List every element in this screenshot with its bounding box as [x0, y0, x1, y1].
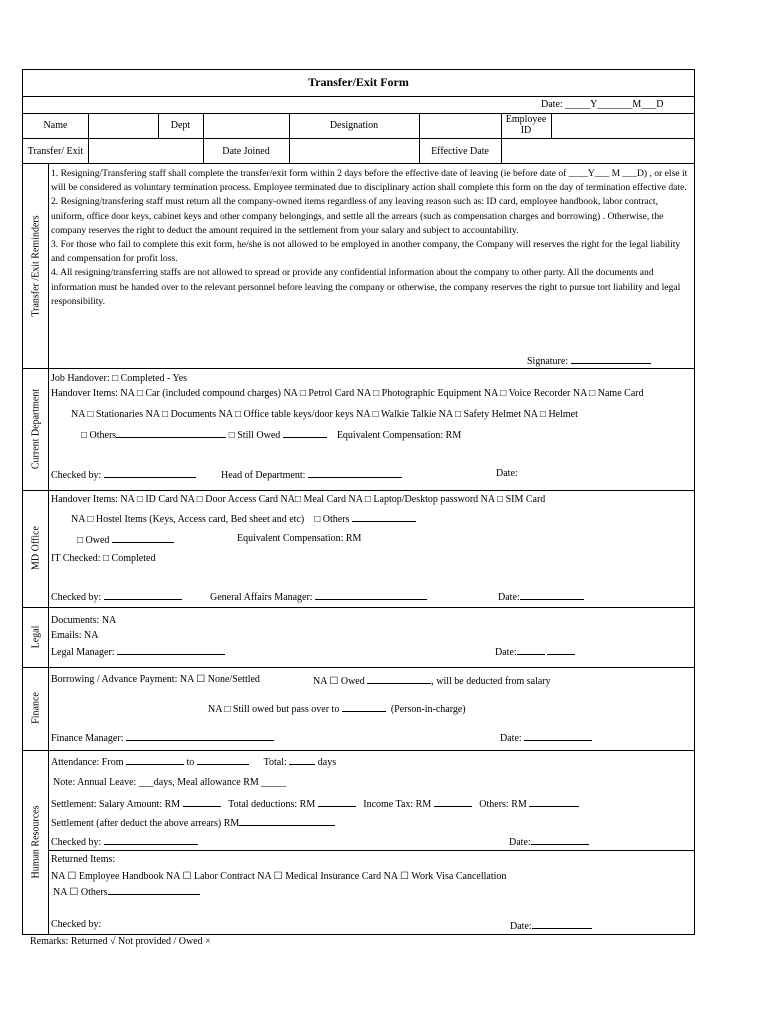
it-checked[interactable]: IT Checked: □ Completed	[51, 553, 156, 564]
attendance-to-field[interactable]	[197, 755, 249, 765]
designation-label: Designation	[329, 120, 379, 131]
finance-owed-row: NA ☐ Owed , will be deducted from salary	[313, 676, 551, 687]
others-rm-field[interactable]	[529, 797, 579, 807]
md-handover-items[interactable]: Handover Items: NA □ ID Card NA □ Door Access Card NA□ Meal Card NA □ Laptop/Desktop password NA □ SIM Card	[51, 494, 546, 505]
md-date: Date:	[498, 590, 584, 604]
income-tax-field[interactable]	[434, 797, 472, 807]
effective-date-label: Effective Date	[431, 146, 489, 157]
reminder-3: 3. For those who fail to complete this exit form, he/she is not allowed to be employed in another company, the Company will reserves the right for the legal liability and compensation for profit loss.	[51, 239, 681, 265]
md-owed-field[interactable]	[112, 533, 174, 543]
remarks: Remarks: Returned √ Not provided / Owed ×	[30, 936, 211, 947]
ga-manager: General Affairs Manager:	[210, 590, 427, 604]
settlement-row: Settlement: Salary Amount: RM Total deductions: RM Income Tax: RM Others: RM	[51, 797, 579, 811]
legal-date-field[interactable]	[547, 645, 575, 655]
dept-label: Dept	[170, 120, 191, 131]
current-dept-owed-row: □ Others □ Still Owed Equivalent Compensation: RM	[81, 430, 462, 441]
returned-others-field[interactable]	[108, 885, 200, 895]
reminder-4: 4. All resigning/transferring staffs are not allowed to spread or provide any confidential information about the company to other party. All the documents and information must be handed over to the relevant personnel before leaving the company or otherwise, the company reserves the right to pursue tort liability and legal responsibility.	[51, 267, 681, 307]
date-joined-field[interactable]	[290, 139, 419, 163]
handover-items-clip	[49, 385, 694, 407]
reminders-text	[51, 167, 691, 309]
handover-items: Handover Items: NA □ Car (included compound charges) NA □ Petrol Card NA □ Photographic Equipment NA □ Voice Recorder NA □ Name Card	[51, 388, 644, 399]
head-of-dept-field[interactable]	[308, 468, 402, 478]
date-line: Date: _____Y_______M___D	[541, 99, 664, 110]
form-title: Transfer/Exit Form	[308, 75, 409, 89]
attendance-from-field[interactable]	[126, 755, 184, 765]
settlement-after-field[interactable]	[239, 816, 335, 826]
legal-emails: Emails: NA	[51, 630, 99, 641]
name-field[interactable]	[89, 114, 158, 138]
transfer-exit-field[interactable]	[89, 139, 203, 163]
finance-still-owed-row: NA □ Still owed but pass over to (Person-in-charge)	[208, 704, 466, 715]
employee-id-label: Employee ID	[505, 114, 547, 136]
annual-leave-note: Note: Annual Leave: ___days, Meal allowance RM _____	[53, 777, 287, 788]
salary-amount-field[interactable]	[183, 797, 221, 807]
total-deductions-field[interactable]	[318, 797, 356, 807]
date-joined-label: Date Joined	[222, 146, 270, 157]
legal-date: Date:	[495, 645, 575, 659]
md-owed: □ Owed	[77, 533, 174, 547]
returned-others: NA ☐ Others	[53, 885, 200, 899]
others-field[interactable]	[116, 428, 226, 438]
borrowing[interactable]: Borrowing / Advance Payment: NA ☐ None/Settled	[51, 674, 260, 685]
finance-manager: Finance Manager:	[51, 731, 274, 745]
hr-date-field[interactable]	[531, 835, 589, 845]
attendance-row: Attendance: From to Total: days	[51, 757, 337, 768]
hr-section-label: Human Resources	[30, 805, 42, 879]
returned-items-label: Returned Items:	[51, 854, 116, 865]
name-label: Name	[43, 120, 68, 131]
signature-label: Signature:	[527, 354, 651, 368]
reminders-section-label: Transfer /Exit Reminders	[30, 215, 42, 317]
finance-owed-field[interactable]	[367, 674, 431, 684]
returned-items-line[interactable]: NA ☐ Employee Handbook NA ☐ Labor Contract NA ☐ Medical Insurance Card NA ☐ Work Visa Cancellation	[51, 871, 507, 882]
dept-field[interactable]	[204, 114, 289, 138]
ga-manager-field[interactable]	[315, 590, 427, 600]
still-owed-field[interactable]	[283, 428, 327, 438]
reminder-1: 1. Resigning/Transfering staff shall complete the transfer/exit form within 2 days before the effective date of leaving (ie before date of ____Y___ M ___D) , or else it will be considered as voluntary termination process. Employee terminated due to disciplinary action shall complete this form on the day of termination effective date.	[51, 168, 688, 194]
md-checked-by-field[interactable]	[104, 590, 182, 600]
legal-documents: Documents: NA	[51, 615, 117, 626]
md-checked-by: Checked by:	[51, 590, 182, 604]
hr-date: Date:	[509, 835, 589, 849]
md-date-field[interactable]	[520, 590, 584, 600]
reminder-2: 2. Resigning/transfering staff must return all the company-owned items regardless of any leaving reason such as: ID card, employee handbook, labor contract, uniform, office door keys, cabinet keys and other company belongings, and settle all the arrears (such as compensation charges and borrowing) . Otherwise, the company reserves the right to deduct the amount required in the settlement from your salary and subject to accountability.	[51, 196, 664, 236]
settlement-after: Settlement (after deduct the above arrears) RM	[51, 816, 335, 830]
md-hostel-row: NA □ Hostel Items (Keys, Access card, Bed sheet and etc) □ Others	[71, 512, 416, 526]
finance-date-field[interactable]	[524, 731, 592, 741]
hr-checked-by-field[interactable]	[104, 835, 198, 845]
legal-manager-field[interactable]	[117, 645, 225, 655]
designation-field[interactable]	[420, 114, 501, 138]
signature-field[interactable]	[571, 354, 651, 364]
legal-manager: Legal Manager:	[51, 645, 225, 659]
total-days-field[interactable]	[289, 755, 315, 765]
job-handover[interactable]: Job Handover: □ Completed - Yes	[51, 373, 188, 384]
md-others-field[interactable]	[352, 512, 416, 522]
finance-section-label: Finance	[30, 692, 42, 724]
pass-over-field[interactable]	[342, 702, 386, 712]
employee-id-field[interactable]	[552, 114, 694, 138]
md-equiv: Equivalent Compensation: RM	[237, 533, 362, 544]
current-dept-date: Date:	[496, 468, 518, 479]
current-dept-checked-by: Checked by:	[51, 468, 196, 482]
checked-by-field[interactable]	[104, 468, 196, 478]
md-office-section-label: MD Office	[30, 526, 42, 570]
hr-date-2: Date:	[510, 919, 592, 933]
finance-date: Date:	[500, 731, 592, 745]
hr-checked-by: Checked by:	[51, 835, 198, 849]
transfer-exit-form	[22, 69, 695, 935]
head-of-dept: Head of Department:	[221, 468, 402, 482]
hr-date-2-field[interactable]	[532, 919, 592, 929]
transfer-exit-label: Transfer/ Exit	[27, 146, 84, 157]
effective-date-field[interactable]	[502, 139, 694, 163]
finance-manager-field[interactable]	[126, 731, 274, 741]
handover-items-line2[interactable]: NA □ Stationaries NA □ Documents NA □ Office table keys/door keys NA □ Walkie Talkie NA □ Safety Helmet NA □ Helmet	[71, 409, 578, 420]
hr-checked-by-2: Checked by:	[51, 919, 102, 930]
legal-section-label: Legal	[30, 625, 42, 649]
current-dept-section-label: Current Department	[30, 388, 42, 470]
